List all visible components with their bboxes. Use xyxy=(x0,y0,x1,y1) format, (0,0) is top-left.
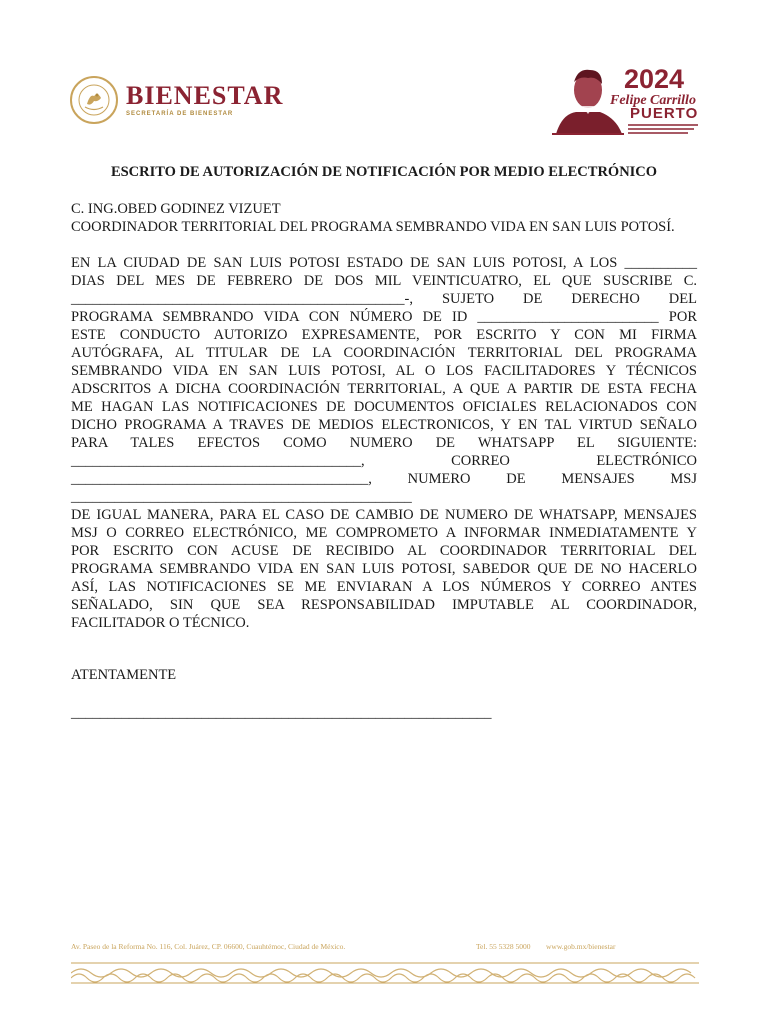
footer-website: www.gob.mx/bienestar xyxy=(546,942,616,951)
closing: ATENTAMENTE xyxy=(71,667,177,683)
year-label: 2024 xyxy=(624,64,685,94)
bienestar-logo xyxy=(70,76,283,124)
body-line: POR ESCRITO CON ACUSE DE RECIBIDO AL COORDINADOR TERRITORIAL DEL xyxy=(71,543,697,559)
body-line: ______________________________________________-, SUJETO DE DERECHO DEL xyxy=(71,291,697,307)
body-line: _______________________________________________ xyxy=(71,489,412,505)
brand-name: BIENESTAR xyxy=(126,81,284,110)
body-line: PARA TALES EFECTOS COMO NUMERO DE WHATSAPP EL SIGUIENTE: xyxy=(71,435,697,451)
body-line: ESTE CONDUCTO AUTORIZO EXPRESAMENTE, POR ESCRITO Y CON MI FIRMA xyxy=(71,327,697,343)
body-line: PROGRAMA SEMBRANDO VIDA EN SAN LUIS POTOSI, SABEDOR QUE DE NO HACERLO xyxy=(71,561,697,577)
anniversary-logo xyxy=(552,62,702,138)
body-line: DE IGUAL MANERA, PARA EL CASO DE CAMBIO DE NUMERO DE WHATSAPP, MENSAJES xyxy=(71,507,697,523)
letterhead xyxy=(0,0,768,150)
signature-line: __________________________________________________________ xyxy=(71,705,492,721)
mexico-seal-icon xyxy=(70,76,118,124)
body-line: DICHO PROGRAMA A TRAVES DE MEDIOS ELECTRONICOS, Y EN TAL VIRTUD SEÑALO xyxy=(71,417,697,433)
body-line: PROGRAMA SEMBRANDO VIDA CON NÚMERO DE ID _________________________ POR xyxy=(71,309,697,325)
footer-ornament xyxy=(71,962,699,984)
honoree-place: PUERTO xyxy=(630,105,699,122)
brand-subtitle: SECRETARÍA DE BIENESTAR xyxy=(126,111,234,117)
addressee-role: COORDINADOR TERRITORIAL DEL PROGRAMA SEMBRANDO VIDA EN SAN LUIS POTOSÍ. xyxy=(71,219,675,235)
document-title: ESCRITO DE AUTORIZACIÓN DE NOTIFICACIÓN POR MEDIO ELECTRÓNICO xyxy=(110,164,658,180)
anniversary-caption xyxy=(628,124,698,138)
body-line: ME HAGAN LAS NOTIFICACIONES DE DOCUMENTOS OFICIALES RELACIONADOS CON xyxy=(71,399,697,415)
body-line: ________________________________________, CORREO ELECTRÓNICO xyxy=(71,453,697,469)
addressee-name: C. ING.OBED GODINEZ VIZUET xyxy=(71,201,281,217)
body-line: SEÑALADO, SIN QUE SEA RESPONSABILIDAD IMPUTABLE AL COORDINADOR, xyxy=(71,597,697,613)
body-line: ADSCRITOS A DICHA COORDINACIÓN TERRITORIAL, A QUE A PARTIR DE ESTA FECHA xyxy=(71,381,697,397)
footer-phone: Tel. 55 5328 5000 xyxy=(476,942,531,951)
body-line: ASÍ, LAS NOTIFICACIONES SE ME ENVIARAN A LOS NÚMEROS Y CORREO ANTES xyxy=(71,579,697,595)
footer-address: Av. Paseo de la Reforma No. 116, Col. Juárez, CP. 06600, Cuauhtémoc, Ciudad de México. xyxy=(71,942,346,951)
body-line: MSJ O CORREO ELECTRÓNICO, ME COMPROMETO A INFORMAR INMEDIATAMENTE Y xyxy=(71,525,697,541)
body-line: EN LA CIUDAD DE SAN LUIS POTOSI ESTADO DE SAN LUIS POTOSI, A LOS __________ xyxy=(71,255,697,271)
body-line: DIAS DEL MES DE FEBRERO DE DOS MIL VEINTICUATRO, EL QUE SUSCRIBE C. xyxy=(71,273,697,289)
honoree-name: Felipe Carrillo xyxy=(610,93,696,108)
body-line: SEMBRANDO VIDA EN SAN LUIS POTOSI, AL O LOS FACILITADORES Y TÉCNICOS xyxy=(71,363,697,379)
body-line: FACILITADOR O TÉCNICO. xyxy=(71,615,250,631)
body-line: AUTÓGRAFA, AL TITULAR DE LA COORDINACIÓN TERRITORIAL DEL PROGRAMA xyxy=(71,345,697,361)
body-line: _________________________________________, NUMERO DE MENSAJES MSJ xyxy=(71,471,697,487)
